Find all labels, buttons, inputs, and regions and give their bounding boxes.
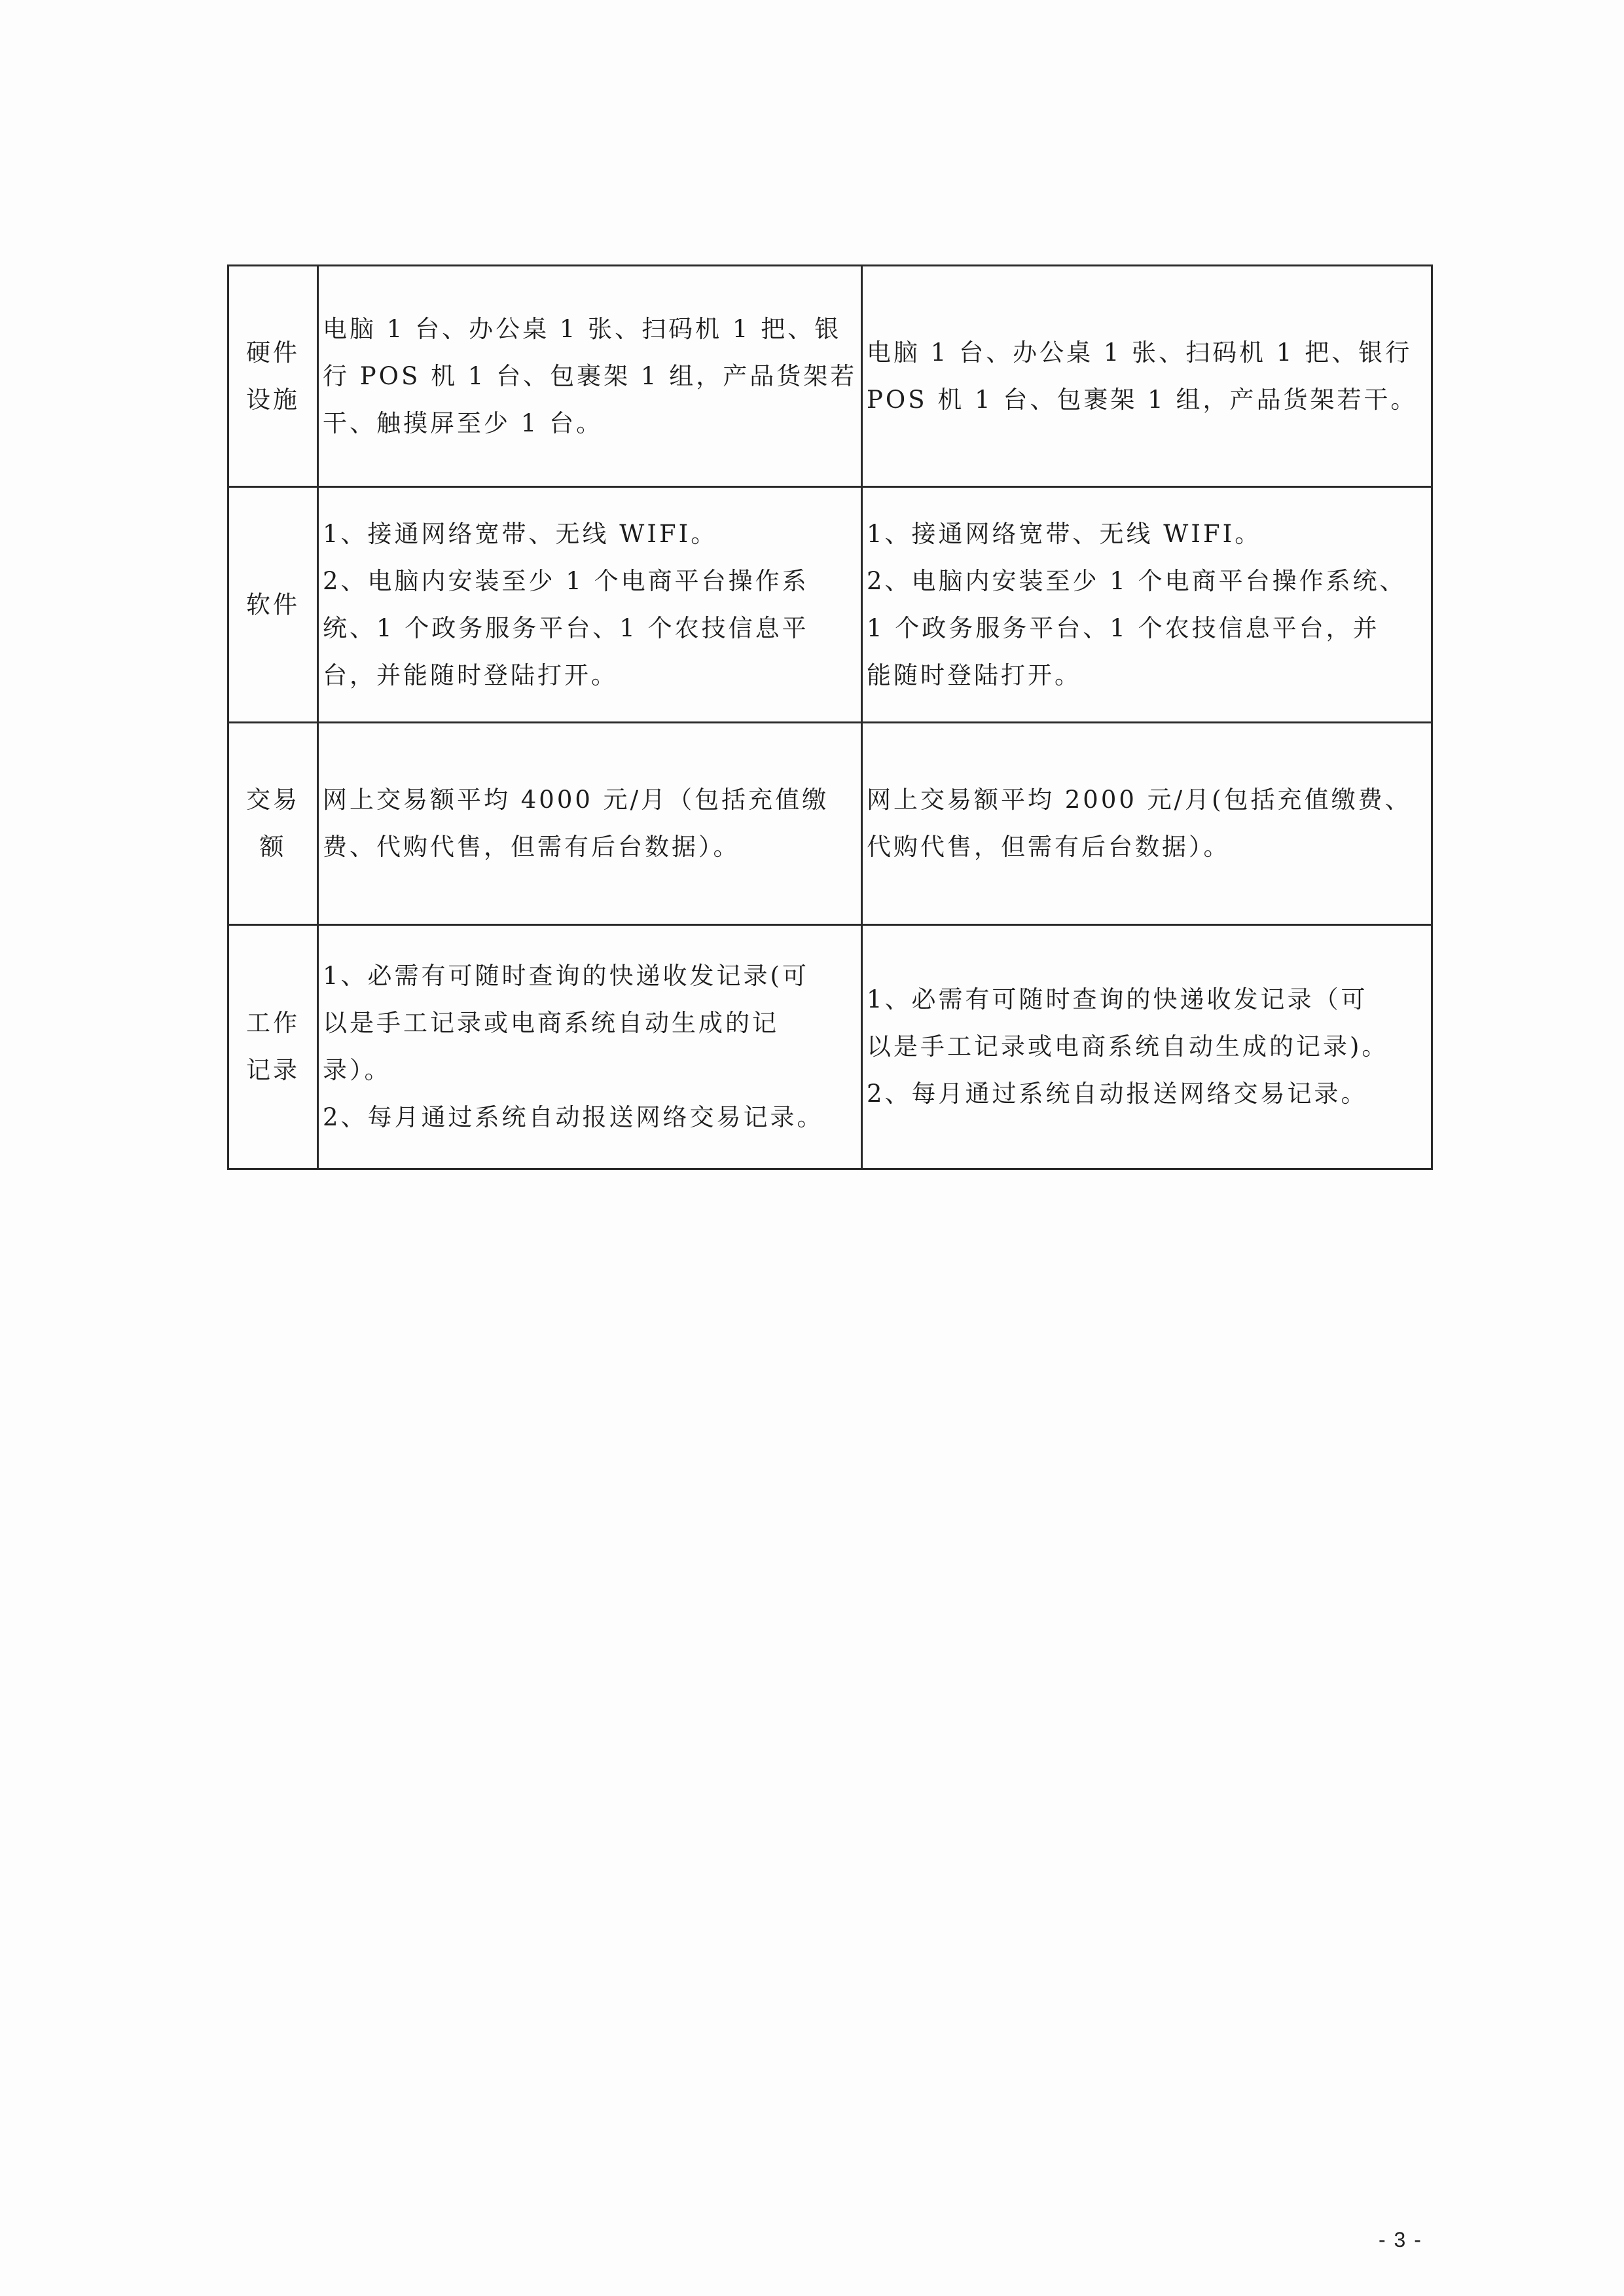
cell-line: 1、接通网络宽带、无线 WIFI。 (323, 519, 718, 548)
cell-line: 电脑 1 台、办公桌 1 张、扫码机 1 把、银行 (867, 338, 1413, 367)
label-line: 记录 (246, 1056, 300, 1084)
cell-line: 录）。 (323, 1056, 391, 1084)
cell-line: 1、接通网络宽带、无线 WIFI。 (867, 519, 1262, 548)
table-row-software (228, 487, 1432, 723)
row-label (228, 487, 318, 723)
table-row-transactions (228, 723, 1432, 925)
standard-cell-2 (862, 723, 1432, 925)
cell-line: 2、电脑内安装至少 1 个电商平台操作系 (323, 566, 809, 595)
standard-cell-1 (318, 487, 862, 723)
label-line: 额 (259, 833, 287, 861)
standard-cell-1 (318, 925, 862, 1169)
cell-line: 行 POS 机 1 台、包裹架 1 组，产品货架若 (323, 361, 857, 390)
cell-line: 能随时登陆打开。 (867, 661, 1081, 689)
requirements-table (227, 264, 1433, 1170)
standard-cell-2 (862, 487, 1432, 723)
standard-cell-1 (318, 266, 862, 487)
cell-line: 网上交易额平均 2000 元/月(包括充值缴费、 (867, 786, 1412, 814)
cell-line: 电脑 1 台、办公桌 1 张、扫码机 1 把、银 (323, 314, 842, 343)
cell-line: 代购代售，但需有后台数据）。 (867, 833, 1231, 861)
cell-line: 网上交易额平均 4000 元/月（包括充值缴 (323, 786, 829, 814)
label-line: 硬件 (246, 338, 300, 367)
row-label (228, 266, 318, 487)
label-line: 设施 (246, 385, 300, 414)
standard-cell-2 (862, 266, 1432, 487)
cell-line: 1、必需有可随时查询的快递收发记录(可 (323, 962, 809, 990)
standard-cell-1 (318, 723, 862, 925)
cell-line: POS 机 1 台、包裹架 1 组，产品货架若干。 (867, 385, 1418, 414)
table-row-work-records (228, 925, 1432, 1169)
cell-line: 以是手工记录或电商系统自动生成的记录)。 (867, 1032, 1389, 1061)
cell-line: 2、每月通过系统自动报送网络交易记录。 (867, 1080, 1368, 1108)
page-number: - 3 - (1379, 2228, 1422, 2251)
label-line: 交易 (246, 786, 300, 814)
cell-line: 费、代购代售，但需有后台数据）。 (323, 833, 740, 861)
row-label (228, 723, 318, 925)
label-line: 软件 (246, 590, 300, 619)
cell-line: 以是手工记录或电商系统自动生成的记 (323, 1009, 779, 1037)
cell-line: 2、每月通过系统自动报送网络交易记录。 (323, 1103, 824, 1131)
label-line: 工作 (246, 1009, 300, 1037)
cell-line: 1、必需有可随时查询的快递收发记录（可 (867, 985, 1368, 1013)
cell-line: 1 个政务服务平台、1 个农技信息平台，并 (867, 613, 1380, 642)
standard-cell-2 (862, 925, 1432, 1169)
row-label (228, 925, 318, 1169)
cell-line: 统、1 个政务服务平台、1 个农技信息平 (323, 613, 809, 642)
cell-line: 台，并能随时登陆打开。 (323, 661, 618, 689)
cell-line: 干、触摸屏至少 1 台。 (323, 409, 604, 437)
table-row-hardware (228, 266, 1432, 487)
cell-line: 2、电脑内安装至少 1 个电商平台操作系统、 (867, 566, 1407, 595)
